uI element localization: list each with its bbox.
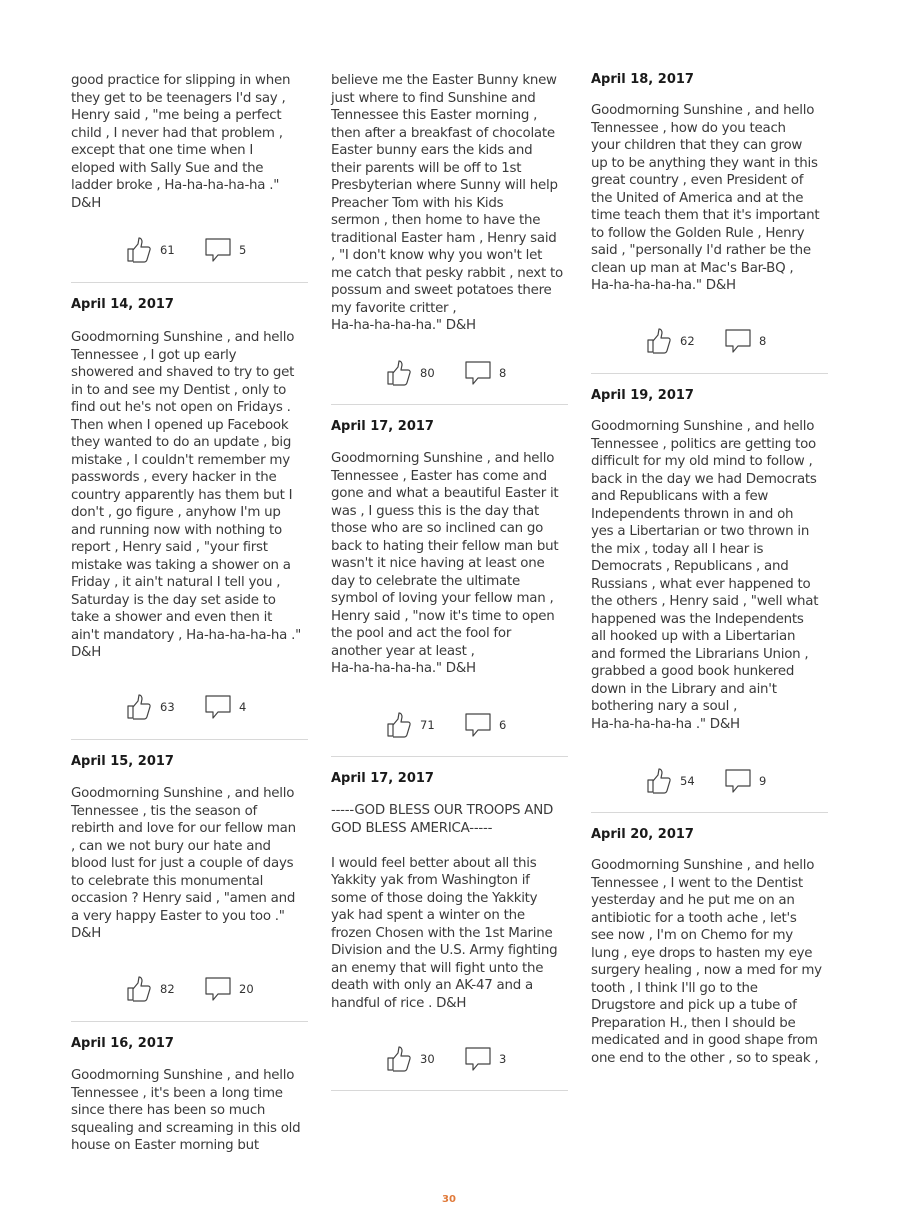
speech-bubble-icon[interactable] (204, 237, 232, 263)
post-reactions (386, 360, 566, 388)
post-reactions (386, 712, 566, 740)
comment-count: 8 (499, 366, 507, 380)
speech-bubble-icon[interactable] (464, 712, 492, 738)
comment-count: 4 (239, 700, 247, 714)
thumbs-up-icon[interactable] (386, 712, 412, 738)
thumbs-up-icon[interactable] (126, 976, 152, 1002)
like-count: 80 (420, 366, 435, 380)
like-count: 54 (680, 774, 695, 788)
post-text: Goodmorning Sunshine , and hello Tennessee , it's been a long time since there has been so much squealing and screaming in this old house on Easter morning but (71, 1068, 301, 1153)
post-text: Goodmorning Sunshine , and hello Tennessee , tis the season of rebirth and love for our fellow man , can we not bury our hate and blood lust for just a couple of days to celebrate this monumental occasion ? Henry said , "amen and a very happy Easter to you too ." D&H (71, 786, 296, 941)
thumbs-up-icon[interactable] (386, 1046, 412, 1072)
comment-count: 6 (499, 718, 507, 732)
comment-count: 20 (239, 982, 254, 996)
speech-bubble-icon[interactable] (464, 360, 492, 386)
page-number: 30 (442, 1194, 456, 1205)
post-date: April 18, 2017 (591, 72, 694, 87)
post-text: good practice for slipping in when they get to be teenagers I'd say , Henry said , "me being a perfect child , I never had that problem , except that one time when I eloped with Sally Sue and the ladder broke , Ha-ha-ha-ha-ha ." D&H (71, 73, 291, 211)
divider (591, 812, 828, 813)
post-text: Goodmorning Sunshine , and hello Tennessee , Easter has come and gone and what a beautiful Easter it was , I guess this is the day that those who are so inclined can go back to hating their fellow man but wasn't it nice having at least one day to celebrate the ultimate symbol of loving your fellow man , Henry said , "now it's time to open the pool and act the fool for another year at least , Ha-ha-ha-ha-ha." D&H (331, 451, 559, 676)
post-reactions (126, 237, 306, 265)
comment-count: 5 (239, 243, 247, 257)
post-date: April 16, 2017 (71, 1036, 174, 1051)
thumbs-up-icon[interactable] (646, 328, 672, 354)
divider (591, 373, 828, 374)
comment-count: 8 (759, 334, 767, 348)
divider (331, 404, 568, 405)
comment-count: 9 (759, 774, 767, 788)
speech-bubble-icon[interactable] (724, 328, 752, 354)
post-text: Goodmorning Sunshine , and hello Tennessee , how do you teach your children that they can grow up to be anything they want in this great country , even President of the United of America and at the time teach them that it's important to follow the Golden Rule , Henry said , "personally I'd rather be the clean up man at Mac's Bar-BQ , Ha-ha-ha-ha-ha." D&H (591, 103, 820, 293)
thumbs-up-icon[interactable] (126, 237, 152, 263)
thumbs-up-icon[interactable] (386, 360, 412, 386)
post-reactions (646, 328, 826, 356)
post-reactions (126, 694, 306, 722)
comment-count: 3 (499, 1052, 507, 1066)
post-text: Goodmorning Sunshine , and hello Tennessee , I got up early showered and shaved to try to get in to and see my Dentist , only to find out he's not open on Fridays . Then when I opened up Facebook they wanted to do an update , big mistake , I couldn't remember my passwords , every hacker in the country apparently has them but I don't , go figure , anyhow I'm up and running now with nothing to report , Henry said , "your first mistake was taking a shower on a Friday , it ain't natural I tell you , Saturday is the day set aside to take a shower and even then it ain't mandatory , Ha-ha-ha-ha-ha ." D&H (71, 330, 301, 660)
speech-bubble-icon[interactable] (204, 694, 232, 720)
divider (331, 1090, 568, 1091)
thumbs-up-icon[interactable] (126, 694, 152, 720)
divider (71, 282, 308, 283)
like-count: 82 (160, 982, 175, 996)
like-count: 63 (160, 700, 175, 714)
divider (71, 739, 308, 740)
like-count: 61 (160, 243, 175, 257)
post-text: Goodmorning Sunshine , and hello Tennessee , I went to the Dentist yesterday and he put me on an antibiotic for a tooth ache , let's see now , I'm on Chemo for my lung , eye drops to hasten my eye surgery healing , now a med for my tooth , I think I'll go to the Drugstore and pick up a tube of Preparation H., then I should be medicated and in good shape from one end to the other , so to speak , (591, 858, 822, 1066)
post-reactions (646, 768, 826, 796)
post-date: April 14, 2017 (71, 297, 174, 312)
thumbs-up-icon[interactable] (646, 768, 672, 794)
post-text: -----GOD BLESS OUR TROOPS AND GOD BLESS AMERICA----- I would feel better about all this Yakkity yak from Washington if some of those doing the Yakkity yak had spent a winter on the frozen Chosen with the 1st Marine Division and the U.S. Army fighting an enemy that will fight unto the death with only an AK-47 and a handful of rice . D&H (331, 803, 558, 1011)
post-reactions (126, 976, 306, 1004)
like-count: 62 (680, 334, 695, 348)
post-text: believe me the Easter Bunny knew just where to find Sunshine and Tennessee this Easter morning , then after a breakfast of chocolate Easter bunny ears the kids and their parents will be off to 1st Presbyterian where Sunny will help Preacher Tom with his Kids sermon , then home to have the traditional Easter ham , Henry said , "I don't know why you won't let me catch that pesky rabbit , next to possum and sweet potatoes there my favorite critter , Ha-ha-ha-ha-ha." D&H (331, 73, 563, 333)
post-date: April 17, 2017 (331, 419, 434, 434)
divider (71, 1021, 308, 1022)
post-date: April 20, 2017 (591, 827, 694, 842)
like-count: 30 (420, 1052, 435, 1066)
post-reactions (386, 1046, 566, 1074)
divider (331, 756, 568, 757)
post-date: April 19, 2017 (591, 388, 694, 403)
speech-bubble-icon[interactable] (724, 768, 752, 794)
post-date: April 15, 2017 (71, 754, 174, 769)
speech-bubble-icon[interactable] (204, 976, 232, 1002)
like-count: 71 (420, 718, 435, 732)
post-date: April 17, 2017 (331, 771, 434, 786)
post-text: Goodmorning Sunshine , and hello Tennessee , politics are getting too difficult for my old mind to follow , back in the day we had Democrats and Republicans with a few Independents thrown in and oh yes a Libertarian or two thrown in the mix , today all I hear is Democrats , Republicans , and Russians , what ever happened to the others , Henry said , "well what happened was the Independents all hooked up with a Libertarian and formed the Librarians Union , grabbed a good book hunkered down in the Library and ain't bothering nary a soul , Ha-ha-ha-ha-ha ." D&H (591, 419, 819, 732)
speech-bubble-icon[interactable] (464, 1046, 492, 1072)
